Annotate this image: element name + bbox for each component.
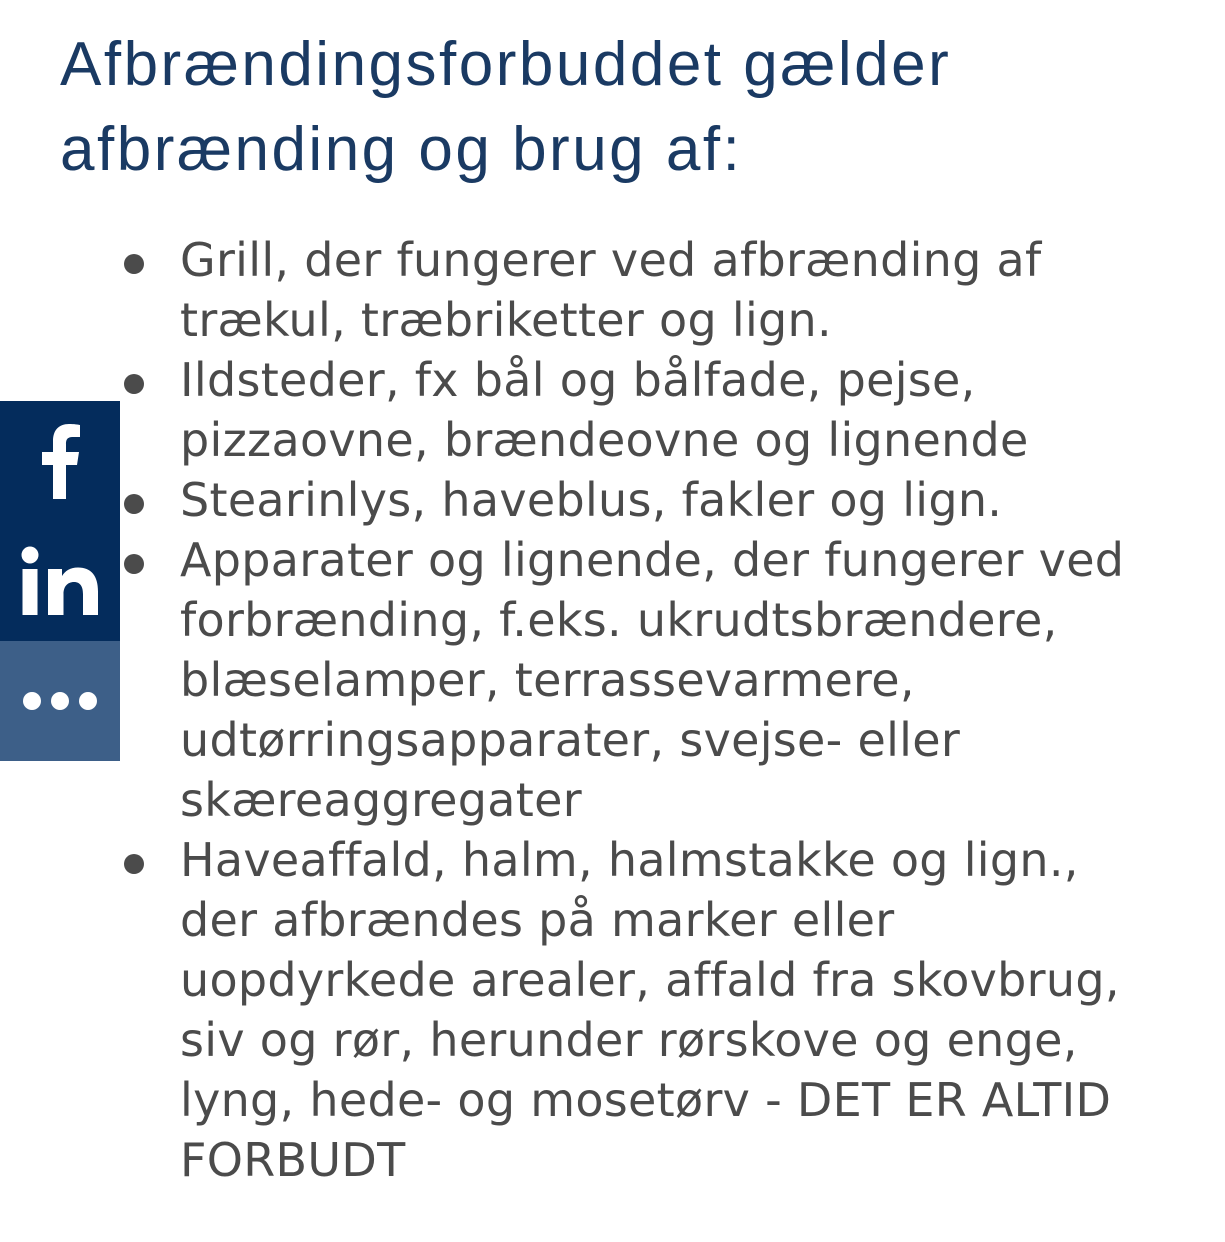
- bullet-icon: [124, 854, 144, 874]
- list-item-line: FORBUDT: [180, 1133, 406, 1187]
- list-item-line: Haveaffald, halm, halmstakke og lign.,: [180, 833, 1079, 887]
- share-sidebar: [0, 401, 120, 761]
- list-item-line: Stearinlys, haveblus, fakler og lign.: [180, 473, 1003, 527]
- list-item-line: forbrænding, f.eks. ukrudtsbrændere,: [180, 593, 1058, 647]
- list-item-line: trækul, træbriketter og lign.: [180, 293, 832, 347]
- bullet-icon: [124, 374, 144, 394]
- more-icon: [22, 691, 98, 711]
- heading-line-1: Afbrændingsforbuddet gælder: [60, 30, 952, 99]
- list-item-line: siv og rør, herunder rørskove og enge,: [180, 1013, 1078, 1067]
- list-item-line: udtørringsapparater, svejse- eller: [180, 713, 961, 767]
- list-item: [0, 830, 1225, 1190]
- list-item: [0, 230, 1225, 350]
- page-heading: [60, 22, 1180, 192]
- list-item: [0, 530, 1225, 830]
- list-item-line: lyng, hede- og mosetørv - DET ER ALTID: [180, 1073, 1112, 1127]
- linkedin-icon: [21, 546, 99, 616]
- heading-line-2: afbrænding og brug af:: [60, 115, 743, 184]
- list-item-line: Grill, der fungerer ved afbrænding af: [180, 233, 1042, 287]
- linkedin-share-button[interactable]: [0, 521, 120, 641]
- more-share-button[interactable]: [0, 641, 120, 761]
- list-item-line: Apparater og lignende, der fungerer ved: [180, 533, 1125, 587]
- bullet-icon: [124, 554, 144, 574]
- list-item-line: Ildsteder, fx bål og bålfade, pejse,: [180, 353, 976, 407]
- list-item: [0, 470, 1225, 530]
- list-item-line: uopdyrkede arealer, affald fra skovbrug,: [180, 953, 1120, 1007]
- list-item-line: der afbrændes på marker eller: [180, 893, 895, 947]
- bullet-icon: [124, 494, 144, 514]
- list-item-line: skæreaggregater: [180, 773, 582, 827]
- bullet-icon: [124, 254, 144, 274]
- facebook-share-button[interactable]: [0, 401, 120, 521]
- list-item: [0, 350, 1225, 470]
- list-item-line: blæselamper, terrassevarmere,: [180, 653, 915, 707]
- facebook-icon: [40, 423, 80, 499]
- list-item-line: pizzaovne, brændeovne og lignende: [180, 413, 1029, 467]
- ban-list: [0, 230, 1225, 1190]
